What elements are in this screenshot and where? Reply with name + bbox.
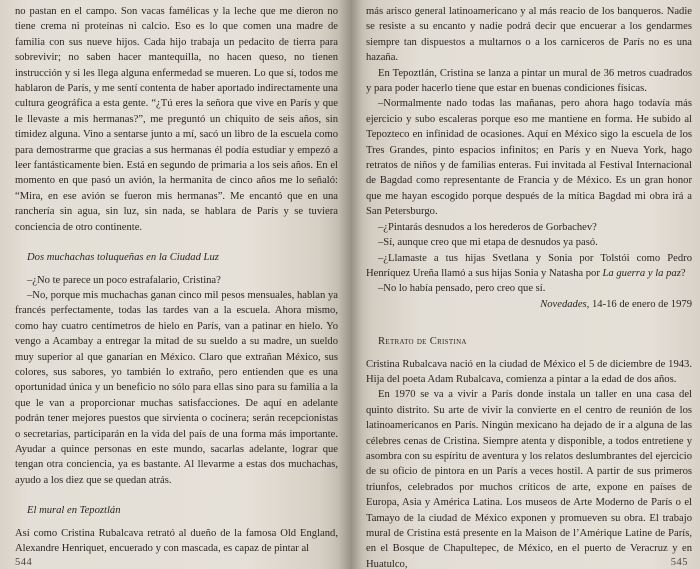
- paragraph: –Sí, aunque creo que mi etapa de desnudos ya pasó.: [378, 237, 598, 249]
- paragraph: no pastan en el campo. Son vacas famélicas y la leche que me dieron no tiene crema ni proteínas ni calcio. Eso es lo que comen una madre de familia con sus nueve hijos. Cada hijo trabaja un pedacito de tierra para sobrevivir; no saben hacer mantequilla, no hacen queso, no tienen instrucción y si les llega alguna enfermedad se mueren. Lo que sí, todos me hablaron de París, y me sentí contenta de haber aportado indirectamente una cultura geográfica a esta gente. “¿Tú eres la señora que vive en París y que le llevaste a mis hermanas?”, me preguntó un chiquito de seis años, sin timidez alguna. Vino a sentarse junto a mí, sacó un libro de la escuela como para demostrarme que gracias a sus hermanas él podía estudiar y empezó a leer fantásticamente bien. Está en segundo de primaria a los seis años. En el momento en que pasó un avión, la hermanita de cinco años me lo señaló: “Mira, en ese avión se fueron mis hermanas”. Me encantó que en una ranchería sin agua, sin luz, sin nada, se hablara de París y se tuviera conciencia de otro continente.: [15, 6, 338, 233]
- page-number: 544: [15, 557, 33, 568]
- section-break: [366, 312, 692, 334]
- paragraph: En 1970 se va a vivir a París donde instala un taller en una casa del quinto distrito. Su arte de vivir la convierte en el centro de reunión de los latinoamericanos en París. Ningún mexicano ha dejado de ir a alguna de las célebres cenas de Cristina. Siempre atenta y disponible, a todos entretiene y asombra con su espíritu de aventura y los relatos deslumbrantes del ejercicio de su oficio de pintora en un París a veces hostil. A partir de sus primeros triunfos, celebrados por muchos críticos de arte, expone en países de Europa, Asia y América Latina. Los museos de Arte Moderno de París o el Tamayo de la ciudad de México exponen y promueven su obra. El trabajo mural de Cristina está presente en la Maison de l’Amérique Latine de París, en el Bosque de Chapultepec, de México, en el puerto de Veracruz y en Huatulco,: [366, 389, 692, 569]
- right-page: [350, 0, 700, 569]
- paragraph: En Tepoztlán, Cristina se lanza a pintar un mural de 36 metros cuadrados y para poder hacerlo tiene que estar en buenas condiciones físicas.: [366, 67, 692, 95]
- section-break: [15, 488, 338, 503]
- section-title: Dos muchachas toluqueñas en la Ciudad Luz: [27, 252, 219, 264]
- paragraph: –Normalmente nado todas las mañanas, pero ahora hago todavía más ejercicio y subo escaleras porque eso me mantiene en forma. He subido al Tepozteco en infinidad de ocasiones. Aquí en México sigo la escuela de los Tres Grandes, pinto espacios infinitos; en París y en Nueva York, hago retratos de niños y de familias enteras. Fui invitada al Festival Internacional de Bagdad como representante de Francia y de México. Es un gran honor que me hayan escogido porque después de la mítica Bagdad mi obra irá a San Petersburgo.: [366, 98, 692, 218]
- paragraph: Así como Cristina Rubalcava retrató al dueño de la famosa Old England, Alexandre Henriquet, encuerado y con mascada, es capaz de pintar al: [15, 527, 338, 554]
- section-title: Retrato de Cristina: [378, 336, 467, 348]
- paragraph: –No lo había pensado, pero creo que sí.: [378, 283, 546, 295]
- page-number: 545: [670, 557, 688, 568]
- paragraph: –¿No te parece un poco estrafalario, Cristina?: [27, 274, 221, 286]
- section-break: [15, 266, 338, 273]
- paragraph: –No, porque mis muchachas ganan cinco mil pesos mensuales, hablan ya francés perfectamente, todas las tardes van a la escuela. Ahora mismo, como hay cuatro centímetros de hielo en París, van a patinar en hielo. Yo vengo a Acambay a entregar la mitad de su sueldo a su madre, un sueldo muy superior al que ganarían en México. Claro que extrañan México, sus colores, sus sabores, yo también lo extraño, pero entienden que es una oportunidad única y un beneficio no sólo para ellas sino para su familia a la que le van a proporcionar muchas satisfacciones. De aquí en adelante podrán tener mejores puestos que sirvienta o cocinera; serán recepcionistas o secretarias, participarán en la vida del país de una forma más importante. Ayudar a quince personas en este mundo, sacarlas adelante, lograr que tengan otra conciencia, ya es bastante. Al llevarme a estas dos muchachas, ayudo a los diez que se quedan atrás.: [15, 289, 338, 486]
- citation: [366, 297, 692, 312]
- paragraph: –¿Llamaste a tus hijas Svetlana y Sonia por Tolstói como Pedro Henríquez Ureña llamó a sus hijas Sonia y Natasha por La guerra y la paz?: [366, 252, 692, 279]
- section-break: [15, 235, 338, 250]
- citation-text: Novedades, 14-16 de enero de 1979: [540, 298, 692, 310]
- section-break: [366, 350, 692, 357]
- paragraph: –¿Pintarás desnudos a los herederos de Gorbachev?: [378, 221, 597, 233]
- section-break: [15, 519, 338, 526]
- section-title: El mural en Tepoztlán: [27, 505, 121, 517]
- paragraph: Cristina Rubalcava nació en la ciudad de México el 5 de diciembre de 1943. Hija del poeta Adam Rubalcava, comienza a pintar a la edad de dos años.: [366, 358, 692, 385]
- paragraph: más arisco general latinoamericano y al más reacio de los banqueros. Nadie se resiste a su encanto y nadie podrá decir que encuerar a los gendarmes siempre tan dispuestos a multarnos o a los carniceros de París no es una hazaña.: [366, 6, 692, 64]
